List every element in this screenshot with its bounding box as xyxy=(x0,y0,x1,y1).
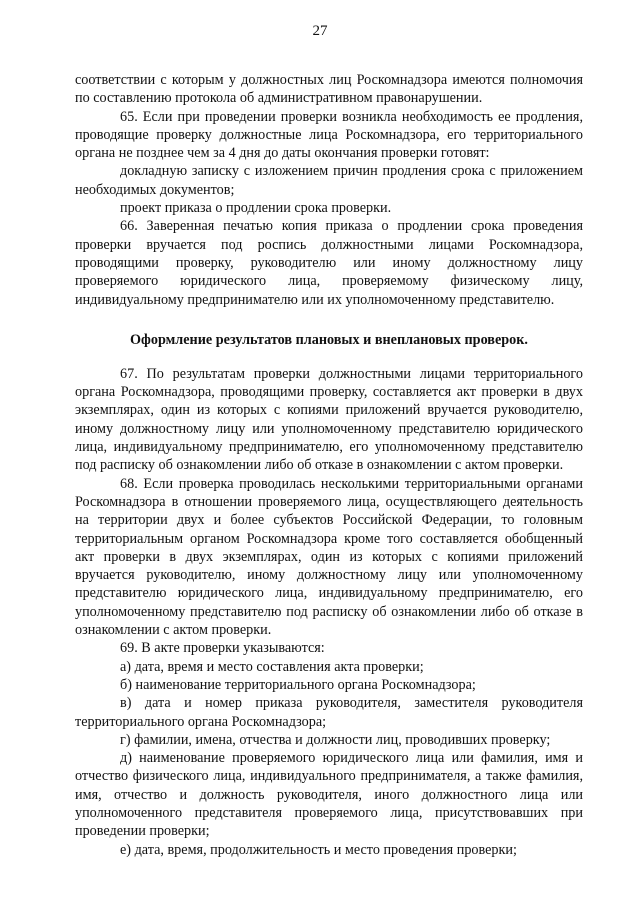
paragraph: докладную записку с изложением причин продления срока с приложением необходимых документов; xyxy=(75,163,583,198)
paragraph: 65. Если при проведении проверки возникла необходимость ее продления, проводящие проверку должностные лица Роскомнадзора, его территориального органа не позднее чем за 4 дня до даты окончания проверки готовят: xyxy=(75,108,583,162)
page-number: 27 xyxy=(312,23,328,39)
paragraph: 67. По результатам проверки должностными лицами территориального органа Роскомнадзора, проводящими проверку, составляется акт проверки в двух экземплярах, один из которых с копиями приложений вручается руководителю, иному должностному лицу или уполномоченному представителю юридического лица, индивидуальному предпринимателю, его уполномоченному представителю под расписку об ознакомлении либо об отказе в ознакомлении с актом проверки. xyxy=(75,365,583,474)
document-body xyxy=(75,71,583,859)
paragraph: д) наименование проверяемого юридического лица или фамилия, имя и отчество физического лица, индивидуального предпринимателя, а также фамилия, имя, отчество и должность руководителя, иного должностного лица или уполномоченного представителя проверяемого лица, присутствовавших при проведении проверки; xyxy=(75,750,583,840)
paragraph: б) наименование территориального органа Роскомнадзора; xyxy=(120,676,476,693)
paragraph: г) фамилии, имена, отчества и должности лиц, проводивших проверку; xyxy=(120,731,551,748)
section-after-heading xyxy=(75,365,583,859)
section-heading: Оформление результатов плановых и внеплановых проверок. xyxy=(130,331,528,348)
section-before-heading xyxy=(75,71,583,309)
paragraph: 68. Если проверка проводилась несколькими территориальными органами Роскомнадзора в отношении проверяемого лица, осуществляющего деятельность на территории двух и более субъектов Российской Федерации, то головным территориальным органом Роскомнадзора кроме того составляется обобщенный акт проверки в двух экземплярах, один из которых с копиями приложений вручается руководителю, иному должностному лицу или уполномоченному представителю юридического лица, индивидуальному предпринимателю, его уполномоченному представителю под расписку об ознакомлении либо об отказе в ознакомлении с актом проверки. xyxy=(75,475,583,639)
paragraph: соответствии с которым у должностных лиц Роскомнадзора имеются полномочия по составлению протокола об административном правонарушении. xyxy=(75,72,583,107)
paragraph: е) дата, время, продолжительность и место проведения проверки; xyxy=(120,841,517,858)
paragraph: а) дата, время и место составления акта проверки; xyxy=(120,658,424,675)
paragraph: в) дата и номер приказа руководителя, заместителя руководителя территориального органа Роскомнадзора; xyxy=(75,695,583,730)
paragraph: проект приказа о продлении срока проверки. xyxy=(120,200,392,217)
paragraph: 66. Заверенная печатью копия приказа о продлении срока проведения проверки вручается под роспись должностными лицами Роскомнадзора, проводящими проверку, руководителю или иному должностному лицу проверяемого юридического лица, проверяемому физическому лицу, индивидуальному предпринимателю или их уполномоченному представителю. xyxy=(75,218,583,308)
paragraph: 69. В акте проверки указываются: xyxy=(120,640,325,657)
